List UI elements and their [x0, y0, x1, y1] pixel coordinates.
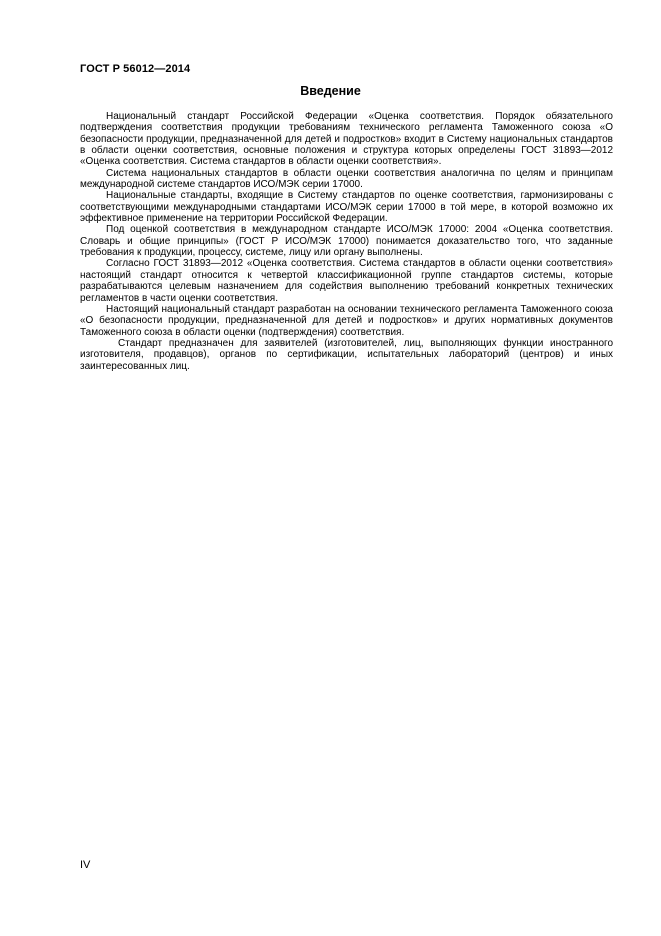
paragraph: Система национальных стандартов в области оценки соответствия аналогична по целям и принципам международной системе стандартов ИСО/МЭК серии 17000.: [80, 167, 613, 191]
paragraph: Под оценкой соответствия в международном стандарте ИСО/МЭК 17000: 2004 «Оценка соответствия. Словарь и общие принципы» (ГОСТ Р ИСО/МЭК 17000) понимается доказательство того, что заданные требования к продукции, процессу, системе, лицу или органу выполнены.: [80, 224, 613, 259]
paragraph: Настоящий национальный стандарт разработан на основании технического регламента Таможенного союза «О безопасности продукции, предназначенной для детей и подростков» и других нормативных документов Таможенного союза в области оценки (подтверждения) соответствия.: [80, 303, 613, 338]
paragraph: Национальный стандарт Российской Федерации «Оценка соответствия. Порядок обязательного подтверждения соответствия продукции требованиям технического регламента Таможенного союза «О безопасности продукции, предназначенной для детей и подростков» входит в Систему национальных стандартов в области оценки соответствия, основные положения и структура которых определены ГОСТ 31893—2012 «Оценка соответствия. Система стандартов в области оценки соответствия».: [80, 111, 613, 168]
page-number: IV: [80, 859, 91, 871]
document-header: ГОСТ Р 56012—2014: [80, 63, 191, 75]
section-title: Введение: [300, 84, 361, 98]
introduction-body: [80, 111, 613, 372]
paragraph: Национальные стандарты, входящие в Систему стандартов по оценке соответствия, гармонизированы с соответствующими международными стандартами ИСО/МЭК серии 17000 в той мере, в которой возможно их эффективное применение на территории Российской Федерации.: [80, 190, 613, 225]
paragraph: Стандарт предназначен для заявителей (изготовителей, лиц, выполняющих функции иностранного изготовителя, продавцов), органов по сертификации, испытательных лабораторий (центров) и иных заинтересованных лиц.: [80, 337, 613, 372]
paragraph: Согласно ГОСТ 31893—2012 «Оценка соответствия. Система стандартов в области оценки соответствия» настоящий стандарт относится к четвертой классификационной группе стандартов системы, которые разрабатываются целевым назначением для содействия выполнению требований конкретных технических регламентов в части оценки соответствия.: [80, 258, 613, 304]
